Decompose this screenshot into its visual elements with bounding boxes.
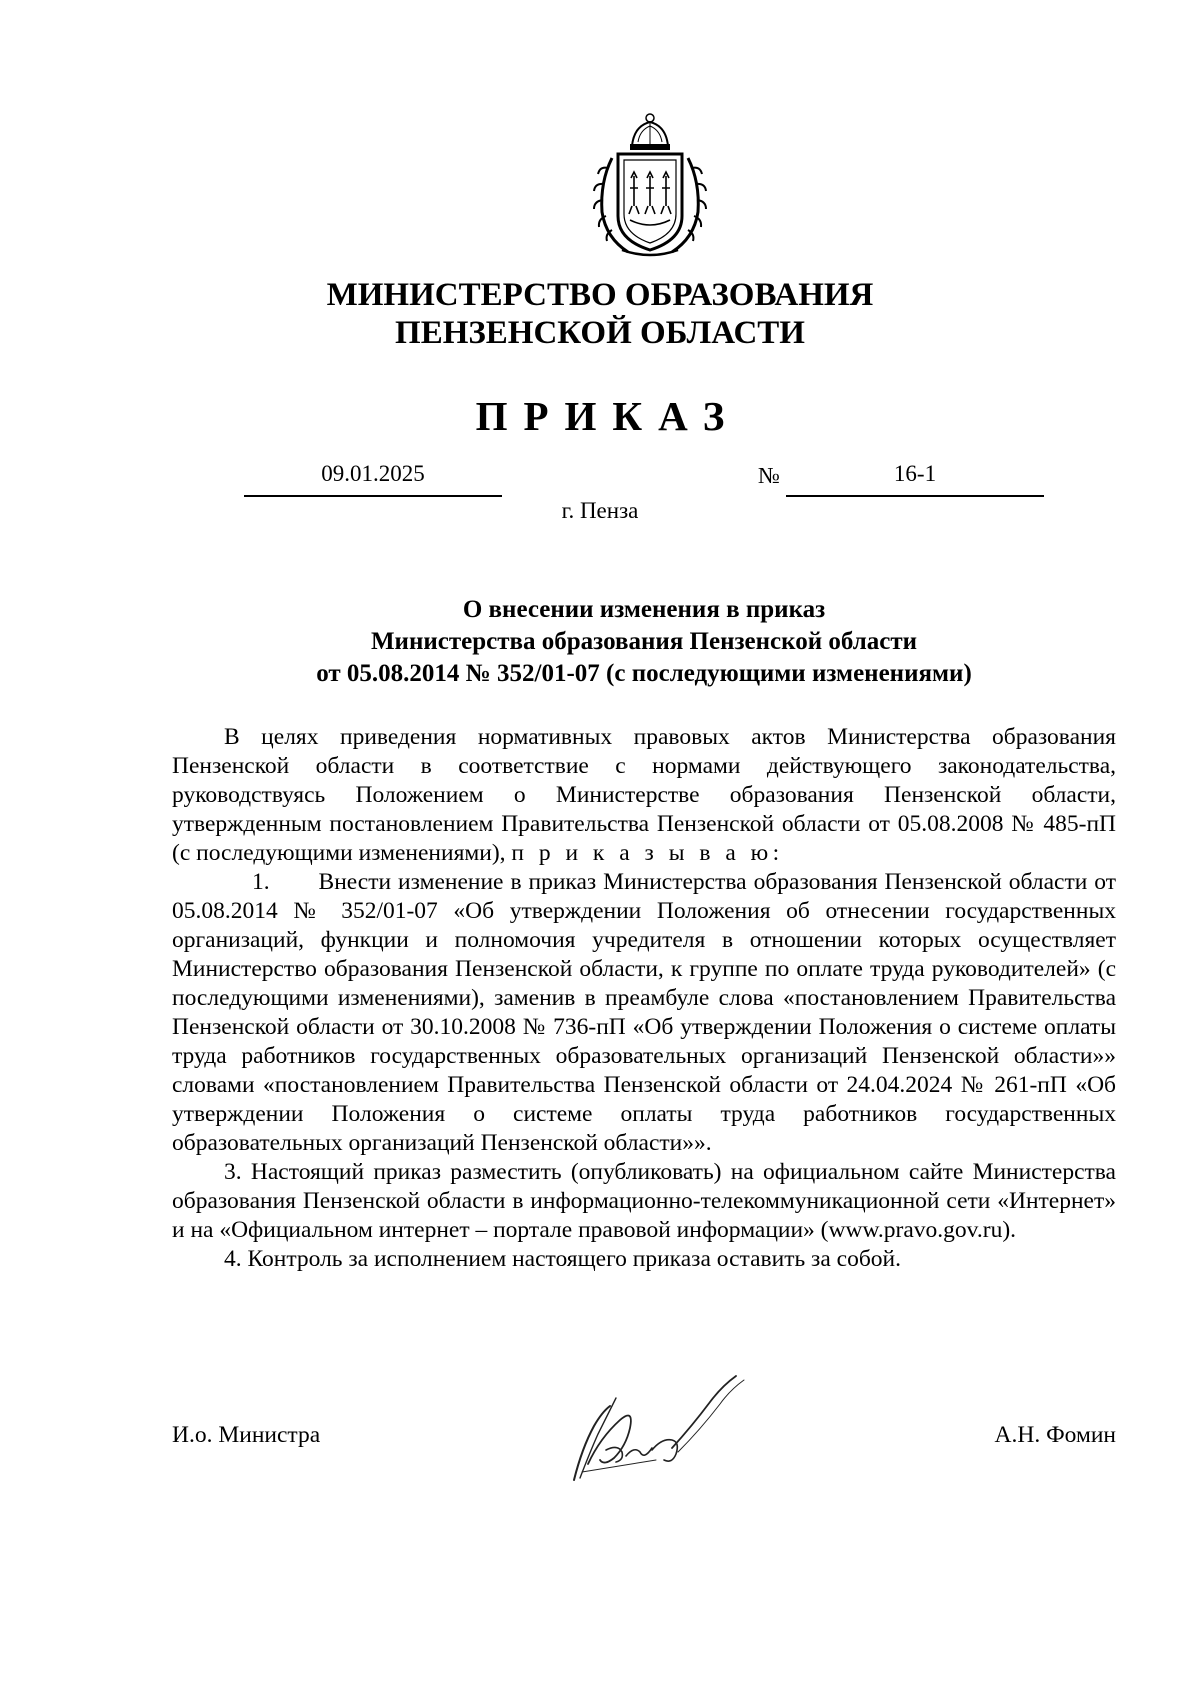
order-word: п р и к а з ы в а ю:: [511, 840, 784, 866]
number-sign: №: [758, 463, 780, 488]
subject-line-3: от 05.08.2014 № 352/01-07 (с последующими изменениями): [316, 660, 972, 687]
item-1-number: 1.: [252, 869, 270, 895]
signature-icon: [560, 1368, 750, 1488]
document-date: 09.01.2025: [244, 457, 502, 497]
item-1-paragraph: [172, 868, 1116, 1158]
handwritten-signature: [560, 1368, 750, 1488]
preamble-paragraph: [172, 723, 1116, 868]
document-city: г. Пенза: [561, 498, 639, 523]
subject-line-2: Министерства образования Пензенской области: [370, 628, 918, 655]
item-3-paragraph: 3. Настоящий приказ разместить (опубликовать) на официальном сайте Министерства образования Пензенской области в информационно-телекоммуникационной сети «Интернет» и на «Официальном интернет – портале правовой информации» (www.pravo.gov.ru).: [172, 1159, 1116, 1243]
item-4-paragraph: 4. Контроль за исполнением настоящего приказа оставить за собой.: [224, 1246, 901, 1272]
coat-of-arms-emblem: [582, 112, 718, 262]
document-body: [172, 723, 1116, 1274]
preamble-text: В целях приведения нормативных правовых актов Министерства образования Пензенской области в соответствие с нормами действующего законодательства, руководствуясь Положением о Министерстве образования Пензенской области, утвержденным постановлением Правительства Пензенской области от 05.08.2008 № 485-пП (с последующими изменениями),: [172, 724, 1116, 866]
subject-line-1: О внесении изменения в приказ: [462, 596, 826, 623]
signatory-position: И.о. Министра: [172, 1422, 321, 1448]
document-subject: [172, 594, 1116, 690]
document-number: 16-1: [786, 457, 1044, 497]
coat-of-arms-icon: [582, 112, 718, 262]
signatory-name: А.Н. Фомин: [994, 1422, 1116, 1448]
item-1-text: Внести изменение в приказ Министерства образования Пензенской области от 05.08.2014 № 352/01-07 «Об утверждении Положения об отнесении государственных организаций, функции и полномочия учредителя в отношении которых осуществляет Министерство образования Пензенской области, к группе по оплате труда руководителей» (с последующими изменениями), заменив в преамбуле слова «постановлением Правительства Пензенской области от 30.10.2008 № 736-пП «Об утверждении Положения о системе оплаты труда работников государственных образовательных организаций Пензенской области»» словами «постановлением Правительства Пензенской области от 24.04.2024 № 261-пП «Об утверждении Положения о системе оплаты труда работников государственных образовательных организаций Пензенской области»».: [172, 869, 1117, 1156]
document-type-title: ПРИКАЗ: [475, 393, 741, 439]
ministry-name: [0, 276, 1200, 352]
ministry-name-line-2: ПЕНЗЕНСКОЙ ОБЛАСТИ: [395, 315, 805, 351]
ministry-name-line-1: МИНИСТЕРСТВО ОБРАЗОВАНИЯ: [326, 277, 874, 313]
